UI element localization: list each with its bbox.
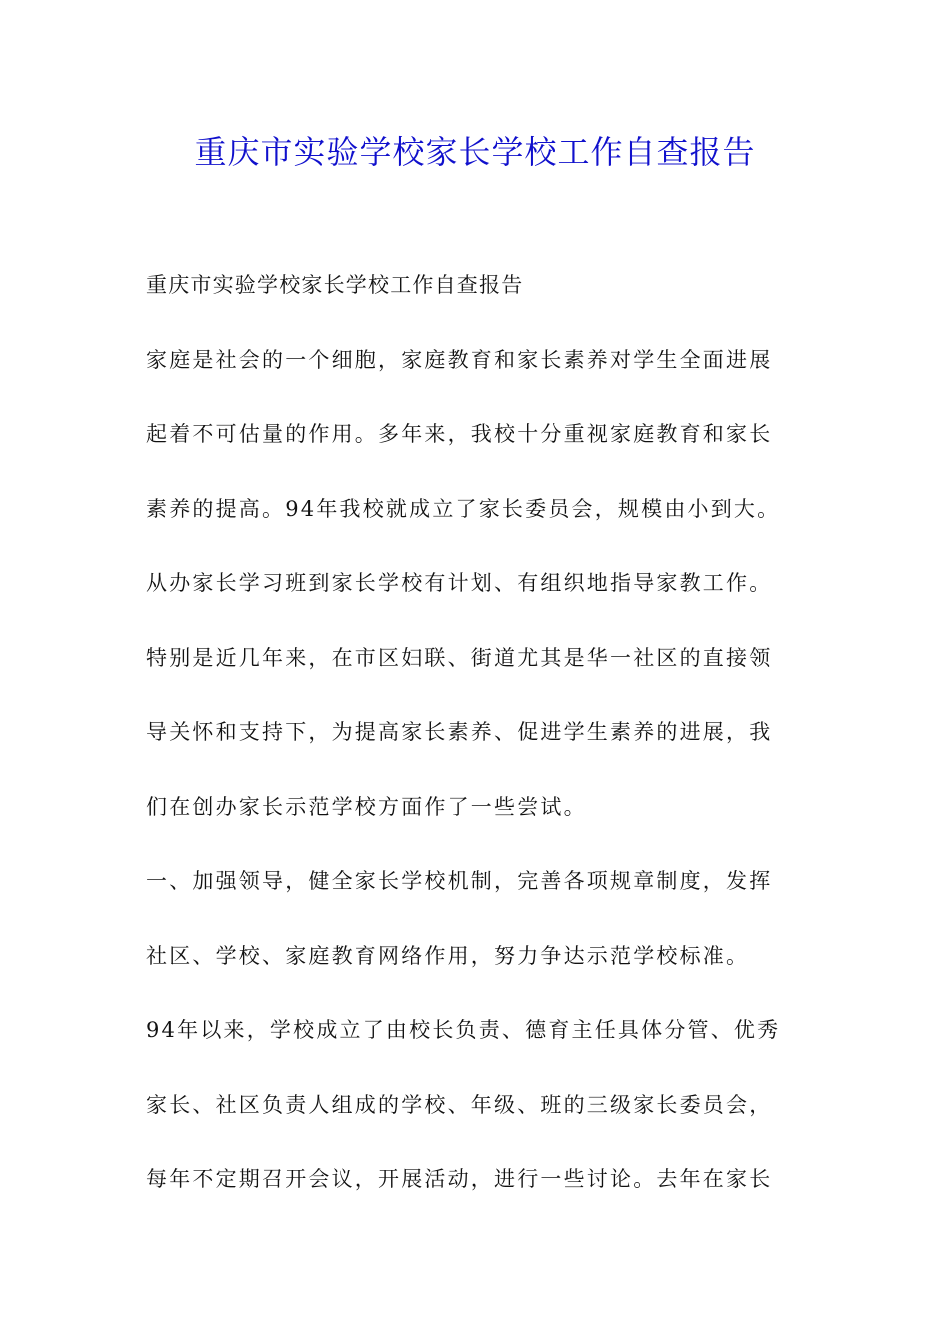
- body-line: 特别是近几年来，在市区妇联、街道尤其是华一社区的直接领: [146, 645, 773, 670]
- body-line: 素养的提高。94年我校就成立了家长委员会，规模由小到大。: [146, 496, 781, 521]
- body-line: 一、加强领导，健全家长学校机制，完善各项规章制度，发挥: [146, 869, 773, 893]
- body-line: 导关怀和支持下，为提高家长素养、促进学生素养的进展，我: [146, 720, 773, 744]
- document-title: 重庆市实验学校家长学校工作自查报告: [194, 133, 756, 171]
- body-line: 起着不可估量的作用。多年来，我校十分重视家庭教育和家长: [146, 422, 773, 446]
- document-body: [146, 262, 816, 1231]
- body-line: 们在创办家长示范学校方面作了一些尝试。: [146, 794, 587, 819]
- body-line: 家庭是社会的一个细胞，家庭教育和家长素养对学生全面进展: [146, 347, 773, 372]
- body-line: 每年不定期召开会议，开展活动，进行一些讨论。去年在家长: [146, 1167, 773, 1191]
- body-line: 家长、社区负责人组成的学校、年级、班的三级家长委员会，: [146, 1092, 773, 1117]
- body-line-subtitle: 重庆市实验学校家长学校工作自查报告: [146, 273, 524, 297]
- body-line: 社区、学校、家庭教育网络作用，努力争达示范学校标准。: [146, 943, 750, 968]
- body-line: 从办家长学习班到家长学校有计划、有组织地指导家教工作。: [146, 571, 773, 595]
- body-line: 94年以来，学校成立了由校长负责、德育主任具体分管、优秀: [146, 1018, 781, 1042]
